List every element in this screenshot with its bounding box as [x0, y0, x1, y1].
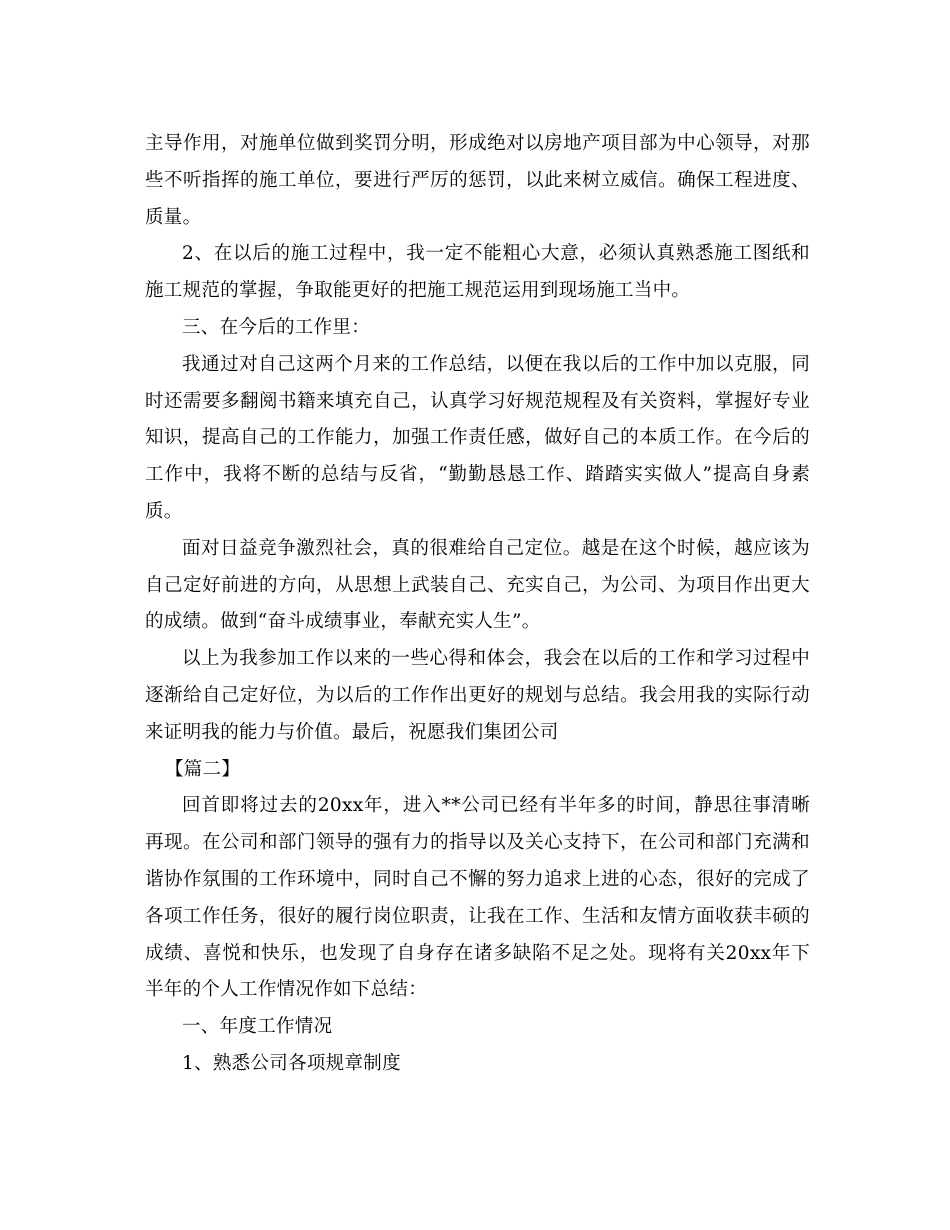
document-body [145, 126, 810, 1083]
part-two-heading: 【篇二】 [165, 758, 241, 780]
paragraph-5: 面对日益竞争激烈社会，真的很难给自己定位。越是在这个时候，越应该为自己定好前进的方向，从思想上武装自己、充实自己，为公司、为项目作出更大的成绩。做到“奋斗成绩事业，奉献充实人生”。 [145, 537, 810, 633]
paragraph-6: 以上为我参加工作以来的一些心得和体会，我会在以后的工作和学习过程中逐渐给自己定好位，为以后的工作作出更好的规划与总结。我会用我的实际行动来证明我的能力与价值。最后，祝愿我们集团公司 [145, 648, 810, 743]
paragraph-8: 回首即将过去的20xx年，进入**公司已经有半年多的时间，静思往事清晰再现。在公司和部门领导的强有力的指导以及关心支持下，在公司和部门充满和谐协作氛围的工作环境中，同时自己不懈的努力追求上进的心态，很好的完成了各项工作任务，很好的履行岗位职责，让我在工作、生活和友情方面收获丰硕的成绩、喜悦和快乐，也发现了自身存在诸多缺陷不足之处。现将有关20xx年下半年的个人工作情况作如下总结： [145, 795, 810, 1001]
paragraph-4: 我通过对自己这两个月来的工作总结，以便在我以后的工作中加以克服，同时还需要多翻阅书籍来填充自己，认真学习好规范规程及有关资料，掌握好专业知识，提高自己的工作能力，加强工作责任感，做好自己的本质工作。在今后的工作中，我将不断的总结与反省，“勤勤恳恳工作、踏踏实实做人”提高自身素质。 [145, 353, 810, 522]
section-heading-3: 三、在今后的工作里： [182, 316, 371, 338]
subsection-heading-rules: 1、熟悉公司各项规章制度 [182, 1052, 401, 1074]
section-heading-annual-work: 一、年度工作情况 [182, 1016, 333, 1038]
paragraph-2: 2、在以后的施工过程中，我一定不能粗心大意，必须认真熟悉施工图纸和施工规范的掌握，争取能更好的把施工规范运用到现场施工当中。 [145, 243, 810, 302]
paragraph-1: 主导作用，对施单位做到奖罚分明，形成绝对以房地产项目部为中心领导，对那些不听指挥的施工单位，要进行严厉的惩罚，以此来树立威信。确保工程进度、质量。 [145, 133, 810, 228]
